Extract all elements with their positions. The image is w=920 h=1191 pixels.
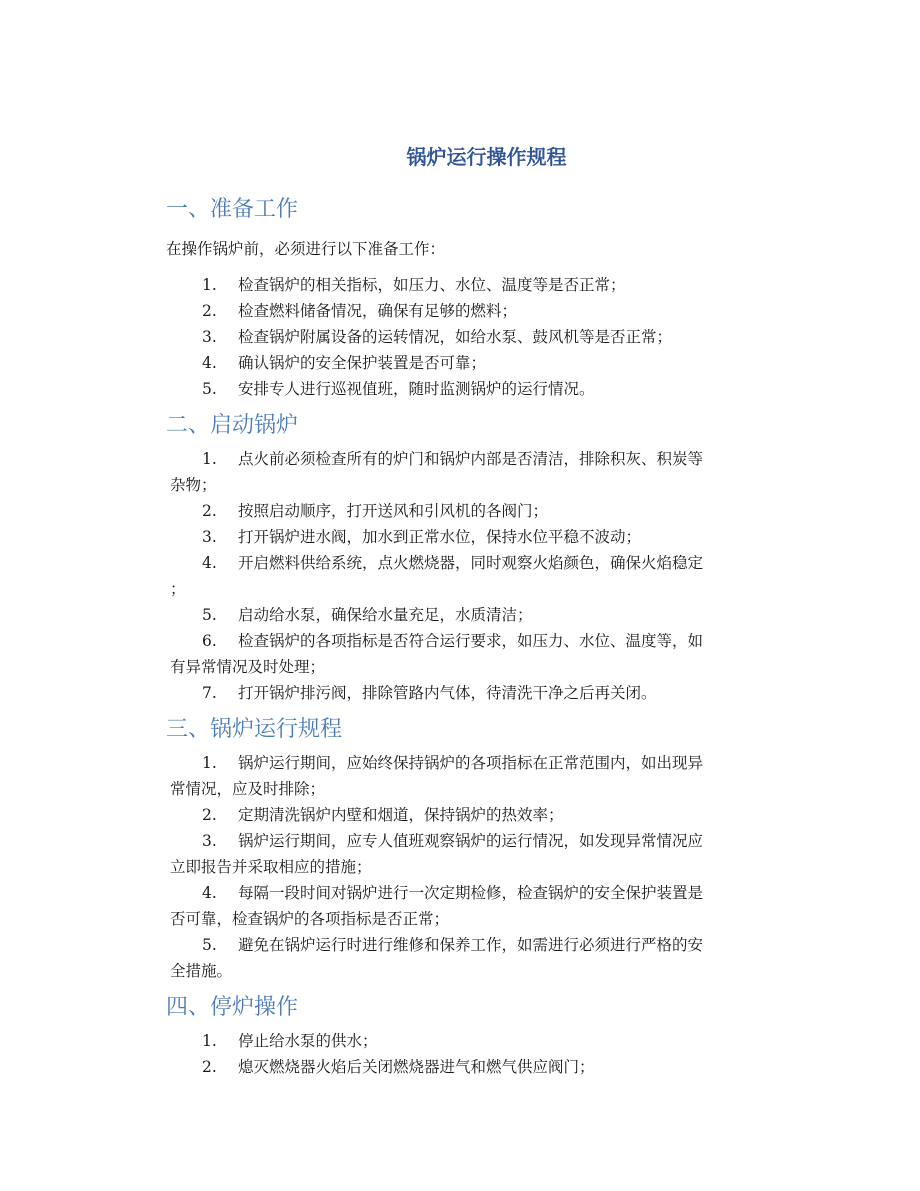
- step-list: [166, 446, 787, 706]
- list-item-number: 6.: [202, 632, 217, 650]
- list-item-text: 打开锅炉排污阀，排除管路内气体，待清洗干净之后再关闭。: [238, 684, 657, 702]
- section: [166, 408, 787, 706]
- list-item-number: 3.: [202, 832, 217, 850]
- list-item: [166, 1028, 787, 1054]
- list-item: [166, 880, 787, 932]
- section: [166, 990, 787, 1080]
- list-item-text: 定期清洗锅炉内壁和烟道，保持锅炉的热效率；: [238, 806, 564, 824]
- list-item: [166, 498, 787, 524]
- list-item: [166, 524, 787, 550]
- list-item-text: 点火前必须检查所有的炉门和锅炉内部是否清洁，排除积灰、积炭等: [238, 450, 704, 468]
- list-item: [166, 350, 787, 376]
- list-item: [166, 628, 787, 680]
- list-item-number: 4.: [202, 884, 217, 902]
- list-item-text: 打开锅炉进水阀，加水到正常水位，保持水位平稳不波动；: [238, 528, 642, 546]
- list-item: [166, 750, 787, 802]
- step-list: [166, 750, 787, 984]
- list-item-text: 熄灭燃烧器火焰后关闭燃烧器进气和燃气供应阀门；: [238, 1058, 595, 1076]
- list-item-text: 确认锅炉的安全保护装置是否可靠；: [238, 354, 487, 372]
- list-item-text: 每隔一段时间对锅炉进行一次定期检修，检查锅炉的安全保护装置是: [238, 884, 704, 902]
- list-item-text: 检查燃料储备情况，确保有足够的燃料；: [238, 302, 518, 320]
- list-item-text: 检查锅炉附属设备的运转情况，如给水泵、鼓风机等是否正常；: [238, 328, 673, 346]
- list-item: [166, 680, 787, 706]
- list-item-number: 4.: [202, 554, 217, 572]
- list-item-number: 2.: [202, 502, 217, 520]
- list-item: [166, 932, 787, 984]
- list-item: [166, 298, 787, 324]
- list-item-text-continued: ；: [170, 580, 186, 598]
- section-heading: 四、停炉操作: [166, 995, 299, 1020]
- list-item-text: 按照启动顺序，打开送风和引风机的各阀门；: [238, 502, 549, 520]
- list-item-number: 5.: [202, 936, 217, 954]
- list-item-text: 检查锅炉的相关指标，如压力、水位、温度等是否正常；: [238, 276, 626, 294]
- list-item-text: 检查锅炉的各项指标是否符合运行要求，如压力、水位、温度等，如: [238, 632, 704, 650]
- section-heading: 三、锅炉运行规程: [166, 717, 343, 742]
- list-item-number: 4.: [202, 354, 217, 372]
- list-item-text: 启动给水泵，确保给水量充足，水质清洁；: [238, 606, 533, 624]
- list-item-text: 停止给水泵的供水；: [238, 1032, 378, 1050]
- section-heading: 一、准备工作: [166, 197, 299, 222]
- list-item: [166, 324, 787, 350]
- list-item-number: 1.: [202, 276, 217, 294]
- list-item-text-continued: 杂物；: [170, 476, 217, 494]
- list-item-text: 锅炉运行期间，应专人值班观察锅炉的运行情况，如发现异常情况应: [238, 832, 704, 850]
- document-title: 锅炉运行操作规程: [406, 145, 567, 169]
- list-item-text-continued: 全措施。: [170, 962, 233, 980]
- list-item-number: 3.: [202, 328, 217, 346]
- list-item: [166, 1054, 787, 1080]
- list-item: [166, 272, 787, 298]
- list-item-number: 7.: [202, 684, 217, 702]
- list-item-text-continued: 常情况，应及时排除；: [170, 780, 326, 798]
- list-item: [166, 828, 787, 880]
- list-item-number: 2.: [202, 302, 217, 320]
- list-item: [166, 446, 787, 498]
- list-item-text-continued: 立即报告并采取相应的措施；: [170, 858, 372, 876]
- list-item-text: 避免在锅炉运行时进行维修和保养工作，如需进行必须进行严格的安: [238, 936, 704, 954]
- list-item: [166, 602, 787, 628]
- step-list: [166, 1028, 787, 1080]
- step-list: [166, 272, 787, 402]
- list-item-text: 开启燃料供给系统，点火燃烧器，同时观察火焰颜色，确保火焰稳定: [238, 554, 704, 572]
- section-intro: 在操作锅炉前，必须进行以下准备工作：: [166, 240, 446, 258]
- list-item-text-continued: 否可靠，检查锅炉的各项指标是否正常；: [170, 910, 450, 928]
- section: [166, 192, 787, 402]
- list-item-text: 锅炉运行期间，应始终保持锅炉的各项指标在正常范围内，如出现异: [238, 754, 704, 772]
- list-item-number: 5.: [202, 380, 217, 398]
- list-item: [166, 376, 787, 402]
- list-item: [166, 802, 787, 828]
- list-item-number: 1.: [202, 1032, 217, 1050]
- list-item: [166, 550, 787, 602]
- list-item-number: 3.: [202, 528, 217, 546]
- list-item-text-continued: 有异常情况及时处理；: [170, 658, 326, 676]
- list-item-text: 安排专人进行巡视值班，随时监测锅炉的运行情况。: [238, 380, 595, 398]
- list-item-number: 5.: [202, 606, 217, 624]
- list-item-number: 2.: [202, 1058, 217, 1076]
- list-item-number: 1.: [202, 450, 217, 468]
- section-heading: 二、启动锅炉: [166, 413, 299, 438]
- sections-container: [166, 192, 787, 1080]
- list-item-number: 2.: [202, 806, 217, 824]
- list-item-number: 1.: [202, 754, 217, 772]
- section: [166, 712, 787, 984]
